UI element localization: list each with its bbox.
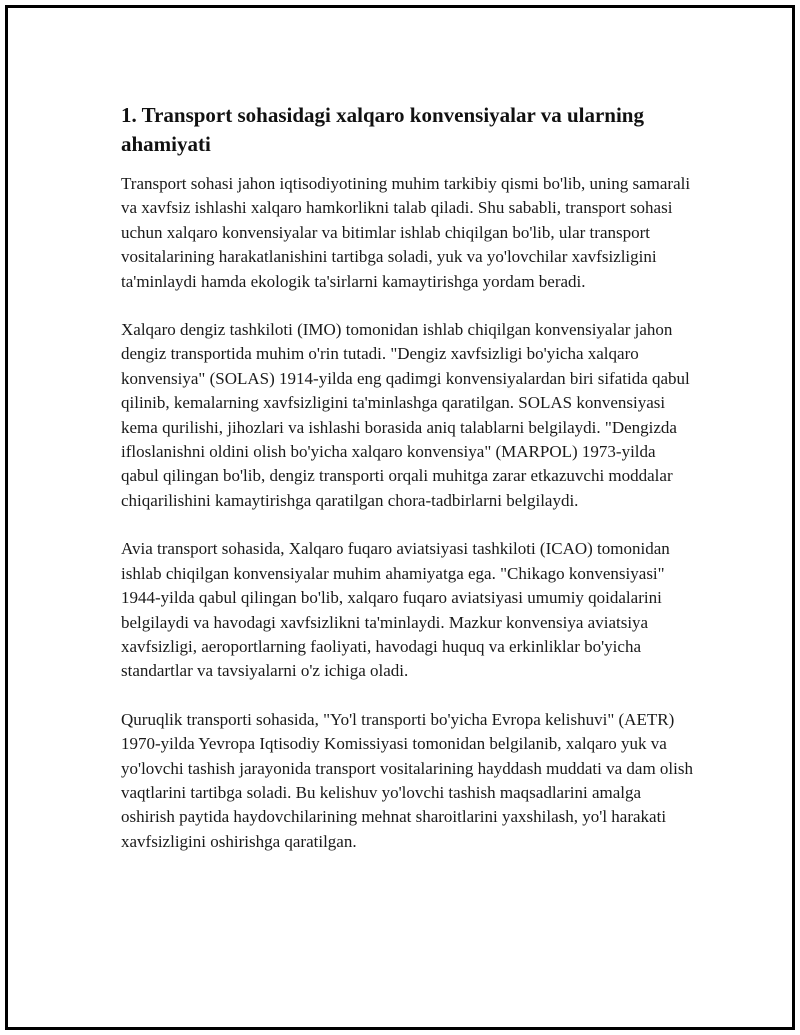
paragraph-maritime: Xalqaro dengiz tashkiloti (IMO) tomonidan ishlab chiqilgan konvensiyalar jahon dengiz transportida muhim o'rin tutadi. "Dengiz xavfsizligi bo'yicha xalqaro konvensiya" (SOLAS) 1914-yilda eng qadimgi konvensiyalardan biri sifatida qabul qilinib, kemalarning xavfsizligini ta'minlashga qaratilgan. SOLAS konvensiyasi kema qurilishi, jihozlari va ishlashi borasida aniq talablarni belgilaydi. "Dengizda ifloslanishni oldini olish bo'yicha xalqaro konvensiya" (MARPOL) 1973-yilda qabul qilingan bo'lib, dengiz transporti orqali muhitga zarar etkazuvchi moddalar chiqarilishini kamaytirishga qaratilgan chora-tadbirlarni belgilaydi.: [121, 320, 690, 510]
paragraph-intro: Transport sohasi jahon iqtisodiyotining muhim tarkibiy qismi bo'lib, uning samarali va xavfsiz ishlashi xalqaro hamkorlikni talab qiladi. Shu sababli, transport sohasi uchun xalqaro konvensiyalar va bitimlar ishlab chiqilgan bo'lib, ular transport vositalarining harakatlanishini tartibga soladi, yuk va yo'lovchilar xavfsizligini ta'minlaydi hamda ekologik ta'sirlarni kamaytirishga yordam beradi.: [121, 174, 691, 291]
section-heading: 1. Transport sohasidagi xalqaro konvensiyalar va ularning ahamiyati: [121, 103, 644, 156]
paragraph-aviation: Avia transport sohasida, Xalqaro fuqaro aviatsiyasi tashkiloti (ICAO) tomonidan ishlab chiqilgan konvensiyalar muhim ahamiyatga ega. "Chikago konvensiyasi" 1944-yilda qabul qilingan bo'lib, xalqaro fuqaro aviatsiyasi umumiy qoidalarini belgilaydi va havodagi xavfsizlikni ta'minlaydi. Mazkur konvensiya aviatsiya xavfsizligi, aeroportlarning faoliyati, havodagi huquq va erkinliklar bo'yicha standartlar va tavsiyalarni o'z ichiga oladi.: [121, 539, 670, 681]
page-frame: [5, 5, 795, 1030]
paragraph-road: Quruqlik transporti sohasida, "Yo'l transporti bo'yicha Evropa kelishuvi" (AETR) 1970-yilda Yevropa Iqtisodiy Komissiyasi tomonidan belgilanib, xalqaro yuk va yo'lovchi tashish jarayonida transport vositalarining hayddash muddati va dam olish vaqtlarini tartibga soladi. Bu kelishuv yo'lovchi tashish maqsadlarini amalga oshirish paytida haydovchilarining mehnat sharoitlarini yaxshilash, yo'l harakati xavfsizligini oshirishga qaratilgan.: [121, 709, 693, 851]
document-body: [121, 101, 696, 878]
